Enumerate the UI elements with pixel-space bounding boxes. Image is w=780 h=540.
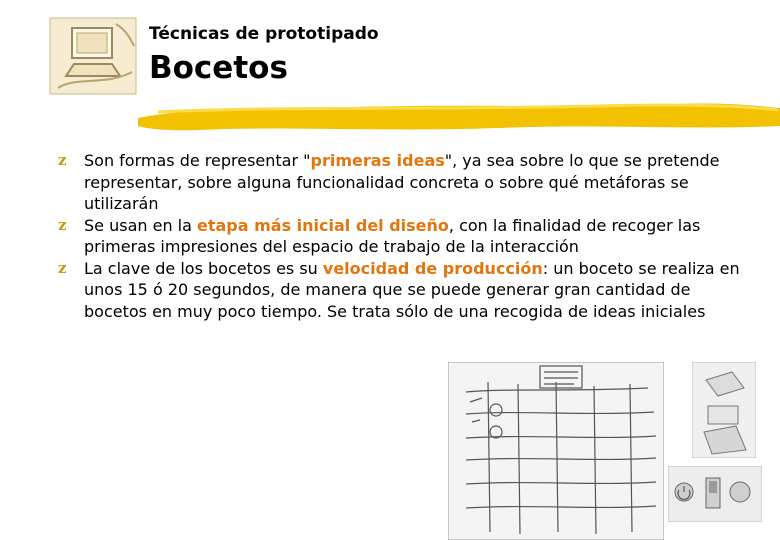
bullet-item: [58, 150, 748, 215]
bullet-list: [58, 150, 748, 322]
bullet-text: , con la finalidad de recoger las primeras impresiones del espacio de trabajo de la interacción: [84, 215, 701, 256]
hand-drawn-sketch-image: [448, 362, 664, 540]
computer-logo-icon: [46, 16, 140, 98]
highlight-text: etapa más inicial del diseño: [197, 215, 449, 235]
bullet-text: : un boceto se realiza en unos 15 ó 20 segundos, de manera que se puede generar gran cantidad de bocetos en muy poco tiempo. Se trata sólo de una recogida de ideas iniciales: [84, 258, 740, 321]
z-bullet-icon: z: [58, 215, 67, 234]
device-buttons-photo-image: [668, 466, 762, 522]
bullet-text: Se usan en la: [84, 215, 197, 235]
slide-subtitle: Técnicas de prototipado: [149, 24, 379, 44]
bullet-text: ", ya sea sobre lo que se pretende representar, sobre alguna funcionalidad concreta o sobre qué metáforas se utilizarán: [84, 151, 720, 213]
bullet-item: [58, 215, 748, 258]
bullet-text: Son formas de representar ": [84, 151, 311, 170]
sketch-photo-image: [692, 362, 756, 458]
bullet-item: [58, 258, 748, 323]
highlight-text: primeras ideas: [310, 151, 445, 170]
yellow-brush-stroke: [138, 96, 780, 136]
highlight-text: velocidad de producción: [322, 258, 543, 278]
z-bullet-icon: z: [58, 151, 67, 169]
bullet-text: La clave de los bocetos es su: [84, 258, 323, 278]
z-bullet-icon: z: [58, 258, 67, 277]
slide-title: Bocetos: [149, 50, 288, 86]
